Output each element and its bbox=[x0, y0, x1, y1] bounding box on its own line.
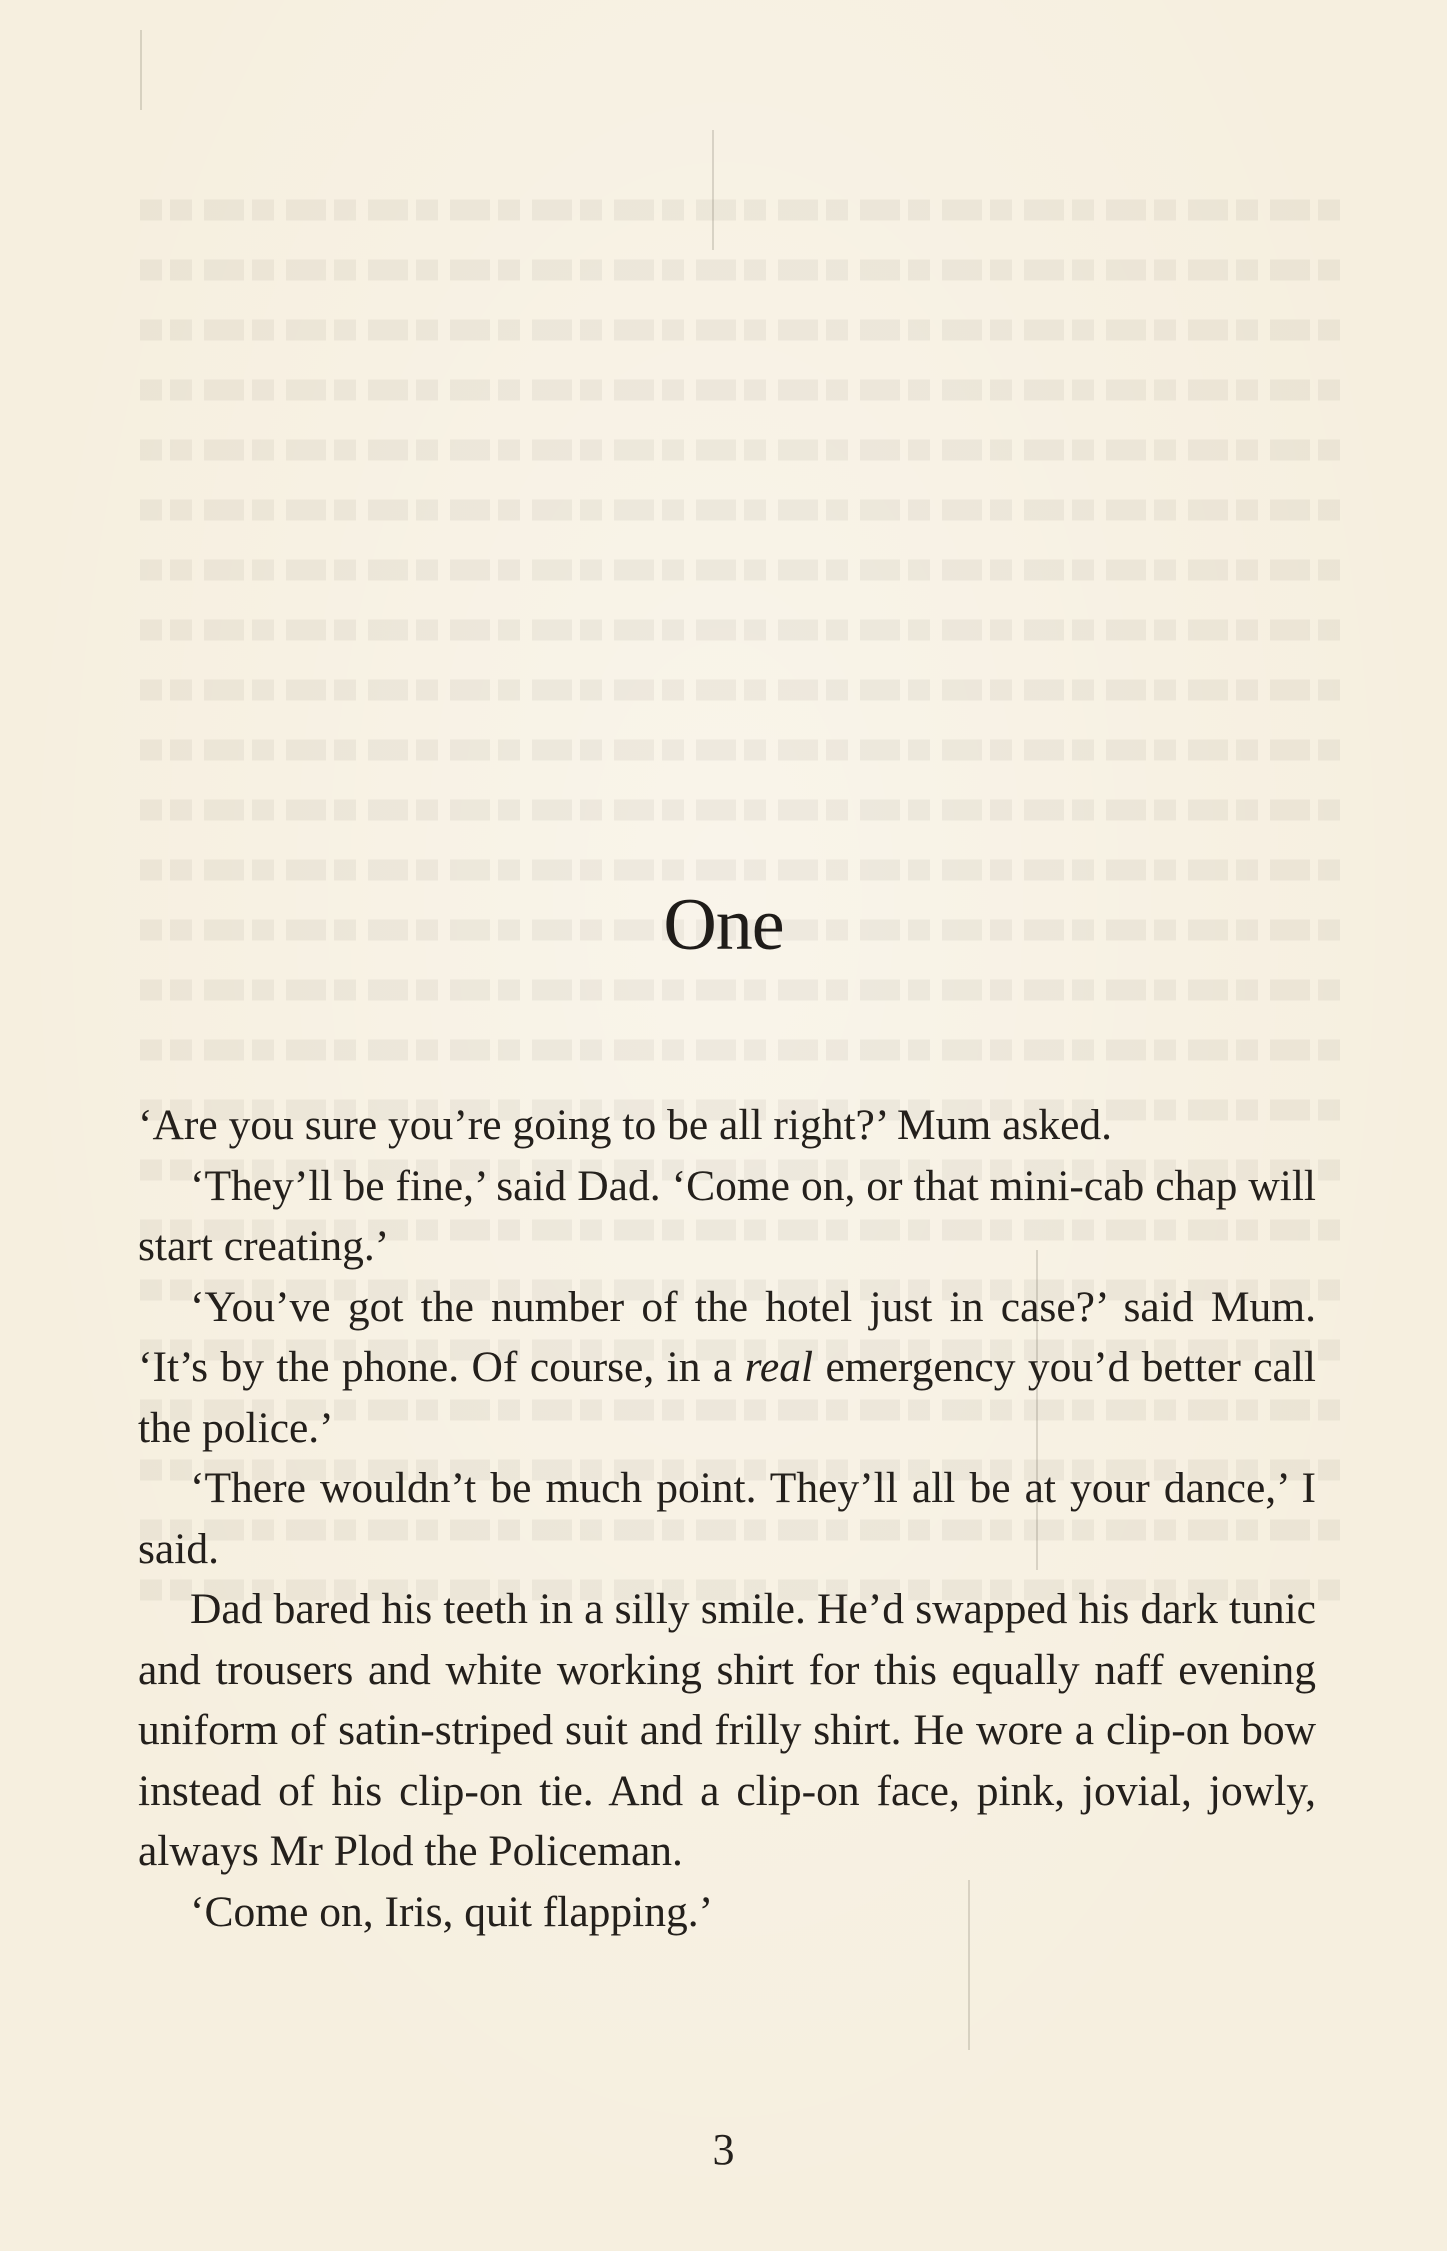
paragraph: Dad bared his teeth in a silly smile. He’d swapped his dark tunic and trousers and white working shirt for this equally naff evening uniform of satin-striped suit and frilly shirt. He wore a clip-on bow instead of his clip-on tie. And a clip-on face, pink, jovial, jowly, always Mr Plod the Policeman. bbox=[138, 1585, 1316, 1875]
chapter-title: One bbox=[663, 884, 784, 966]
paragraph: ‘They’ll be fine,’ said Dad. ‘Come on, or that mini-cab chap will start creating.’ bbox=[138, 1161, 1316, 1270]
paragraph-text: emergency you’d better call the police.’ bbox=[138, 1343, 1316, 1452]
emphasized-word: real bbox=[744, 1343, 814, 1391]
paper-crease bbox=[712, 130, 714, 250]
paper-crease bbox=[140, 30, 142, 110]
paragraph-text: ‘You’ve got the number of the hotel just in case?’ said Mum. ‘It’s by the phone. Of course, in a bbox=[138, 1282, 1316, 1391]
paragraph bbox=[138, 1277, 1316, 1459]
page-number: 3 bbox=[712, 2125, 735, 2174]
paragraph: ‘Are you sure you’re going to be all right?’ Mum asked. bbox=[138, 1101, 1113, 1149]
paragraph: ‘There wouldn’t be much point. They’ll all be at your dance,’ I said. bbox=[138, 1464, 1316, 1573]
chapter-body bbox=[138, 1095, 1316, 1942]
paragraph: ‘Come on, Iris, quit flapping.’ bbox=[190, 1887, 714, 1936]
